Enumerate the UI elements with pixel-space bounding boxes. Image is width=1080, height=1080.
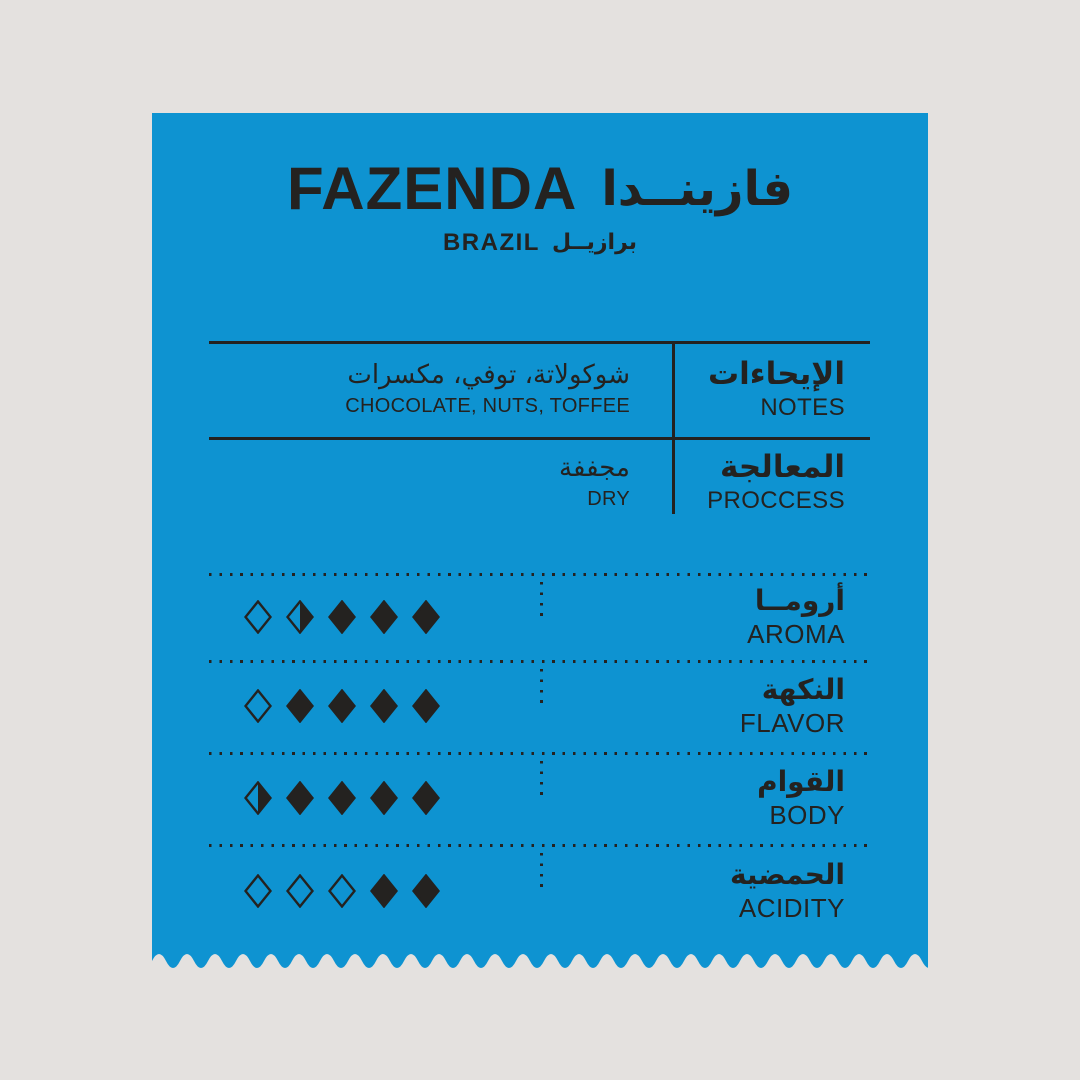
- rating-diamond-full: [412, 781, 440, 815]
- rating-diamond-full: [328, 600, 356, 634]
- acidity-label-latin: ACIDITY: [738, 893, 845, 924]
- dotted-separator: [209, 573, 870, 576]
- rating-diamond-empty: [328, 874, 356, 908]
- process-label-arabic: المعالجة: [720, 448, 845, 485]
- aroma-label-arabic: أرومــا: [754, 583, 845, 617]
- origin-latin: BRAZIL: [442, 229, 540, 256]
- wavy-edge: [152, 947, 928, 975]
- rating-diamond-full: [328, 781, 356, 815]
- body-label: [757, 766, 870, 830]
- dotted-separator: [209, 660, 870, 663]
- rating-diamond-full: [412, 874, 440, 908]
- table-border-top: [209, 341, 870, 344]
- title-line: [152, 155, 928, 222]
- product-name-latin: FAZENDA: [286, 155, 578, 222]
- rating-diamond-empty: [244, 874, 272, 908]
- rating-diamond-empty: [244, 600, 272, 634]
- origin-arabic: برازيــل: [551, 230, 638, 255]
- rating-diamond-full: [286, 689, 314, 723]
- rating-diamond-full: [370, 689, 398, 723]
- dotted-separator: [209, 752, 870, 755]
- table-row-notes: [209, 341, 870, 437]
- dotted-tick: [540, 761, 543, 801]
- rating-diamond-full: [328, 689, 356, 723]
- flavor-label-latin: FLAVOR: [739, 708, 845, 739]
- rating-diamond-full: [370, 600, 398, 634]
- process-value-arabic: مجففة: [559, 452, 630, 483]
- rating-diamond-full: [412, 600, 440, 634]
- rating-row-aroma: [209, 573, 870, 660]
- aroma-label-latin: AROMA: [747, 618, 845, 649]
- notes-value: [209, 341, 674, 437]
- aroma-rating-diamonds: [209, 600, 440, 634]
- body-rating-diamonds: [209, 781, 440, 815]
- info-table: [209, 341, 870, 527]
- body-label-arabic: القوام: [757, 765, 845, 799]
- notes-label-latin: NOTES: [760, 393, 845, 421]
- process-value-latin: DRY: [587, 488, 630, 511]
- origin-line: [152, 231, 928, 255]
- rating-diamond-empty: [286, 874, 314, 908]
- coffee-label-card: [152, 113, 928, 974]
- rating-row-flavor: [209, 660, 870, 752]
- process-label-latin: PROCCESS: [707, 486, 845, 514]
- dotted-tick: [540, 582, 543, 622]
- rating-diamond-full: [370, 781, 398, 815]
- table-border-middle: [209, 437, 870, 440]
- flavor-label-arabic: النكهة: [761, 673, 845, 707]
- process-value: [209, 437, 674, 527]
- rating-diamond-full: [370, 874, 398, 908]
- rating-diamond-half: [286, 600, 314, 634]
- acidity-rating-diamonds: [209, 874, 440, 908]
- aroma-label: [747, 585, 870, 649]
- notes-label-arabic: الإيحاءات: [708, 355, 845, 392]
- dotted-tick: [540, 853, 543, 893]
- title-block: [152, 155, 928, 256]
- acidity-label: [730, 859, 870, 923]
- flavor-rating-diamonds: [209, 689, 440, 723]
- notes-value-arabic: شوكولاتة، توفي، مكسرات: [347, 359, 630, 390]
- notes-value-latin: CHOCOLATE, NUTS, TOFFEE: [345, 395, 630, 418]
- acidity-label-arabic: الحمضية: [729, 858, 845, 892]
- flavor-label: [740, 674, 870, 738]
- rating-diamond-full: [412, 689, 440, 723]
- ratings-section: [209, 573, 870, 956]
- dotted-tick: [540, 669, 543, 709]
- dotted-separator: [209, 844, 870, 847]
- product-name-arabic: فازينــدا: [601, 161, 794, 217]
- process-label: [674, 437, 870, 527]
- table-column-divider: [672, 341, 675, 514]
- table-row-process: [209, 437, 870, 527]
- rating-diamond-full: [286, 781, 314, 815]
- rating-diamond-half: [244, 781, 272, 815]
- rating-diamond-empty: [244, 689, 272, 723]
- notes-label: [674, 341, 870, 437]
- rating-row-acidity: [209, 844, 870, 956]
- rating-row-body: [209, 752, 870, 844]
- body-label-latin: BODY: [769, 800, 845, 831]
